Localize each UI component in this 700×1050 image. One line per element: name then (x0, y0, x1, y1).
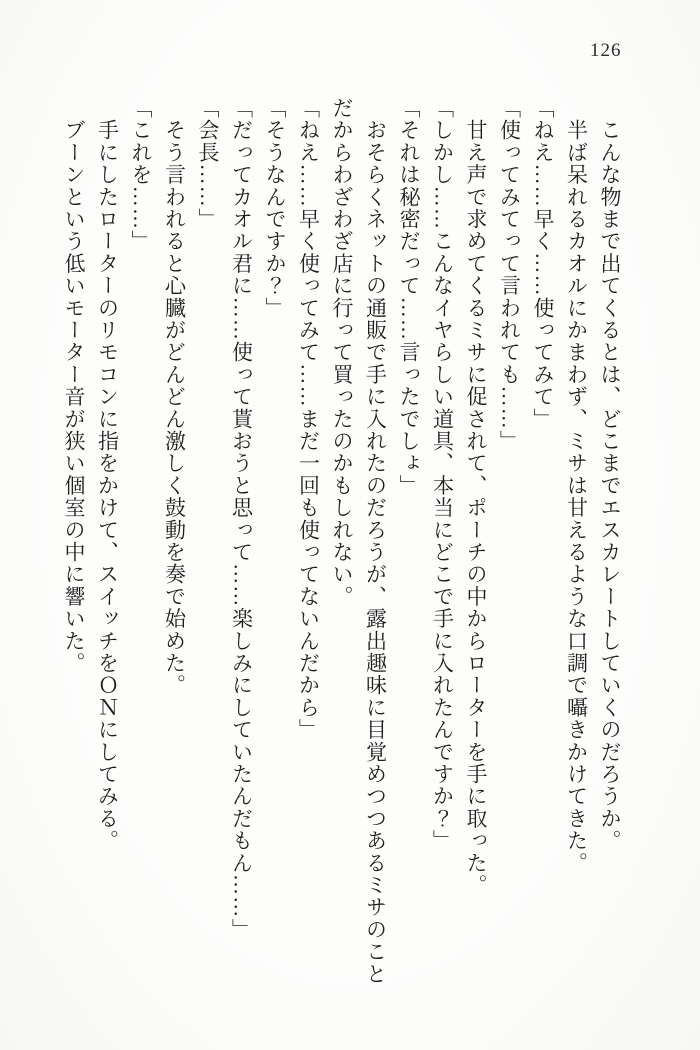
paragraph: 「これを……」 (129, 97, 153, 253)
paragraph: ブーンという低いモーター音が狭い個室の中に響いた。 (62, 97, 86, 675)
paragraph: そう言われると心臓がどんどん激しく鼓動を奏で始めた。 (162, 97, 187, 697)
paragraph: 半ば呆れるカオルにかまわず、ミサは甘えるような口調で囁きかけてきた。 (564, 97, 589, 874)
paragraph: 「会長……」 (196, 97, 220, 231)
page-number: 126 (590, 40, 622, 61)
paragraph: 「ねえ……早く使ってみて……まだ一回も使ってないんだから」 (296, 97, 321, 741)
paragraph: 「ねえ……早く……使ってみて」 (531, 97, 555, 430)
body-text (57, 97, 627, 993)
paragraph: 「だってカオル君に……使って貰おうと思って……楽しみにしていたんだもん……」 (229, 97, 254, 941)
paragraph: 「使ってみてって言われても……」 (497, 97, 522, 453)
paragraph: 甘え声で求めてくるミサに促されて、ポーチの中からローターを手に取った。 (464, 97, 488, 897)
paragraph: 「しかし……こんなイヤらしい道具、本当にどこで手に入れたんですか？」 (430, 97, 455, 852)
paragraph: おそらくネットの通販で手に入れたのだろうが、露出趣味に目覚めつつあるミサのことだからわざわざ店に行って買ったのかもしれない。 (330, 97, 388, 985)
paragraph: 「そうなんですか？」 (263, 97, 287, 319)
paragraph: こんな物まで出てくるとは、どこまでエスカレートしていくのだろうか。 (598, 97, 622, 852)
paragraph: 手にしたローターのリモコンに指をかけて、スイッチをＯＮにしてみる。 (95, 97, 120, 852)
paragraph: 「それは秘密だって……言ったでしょ」 (397, 97, 421, 497)
